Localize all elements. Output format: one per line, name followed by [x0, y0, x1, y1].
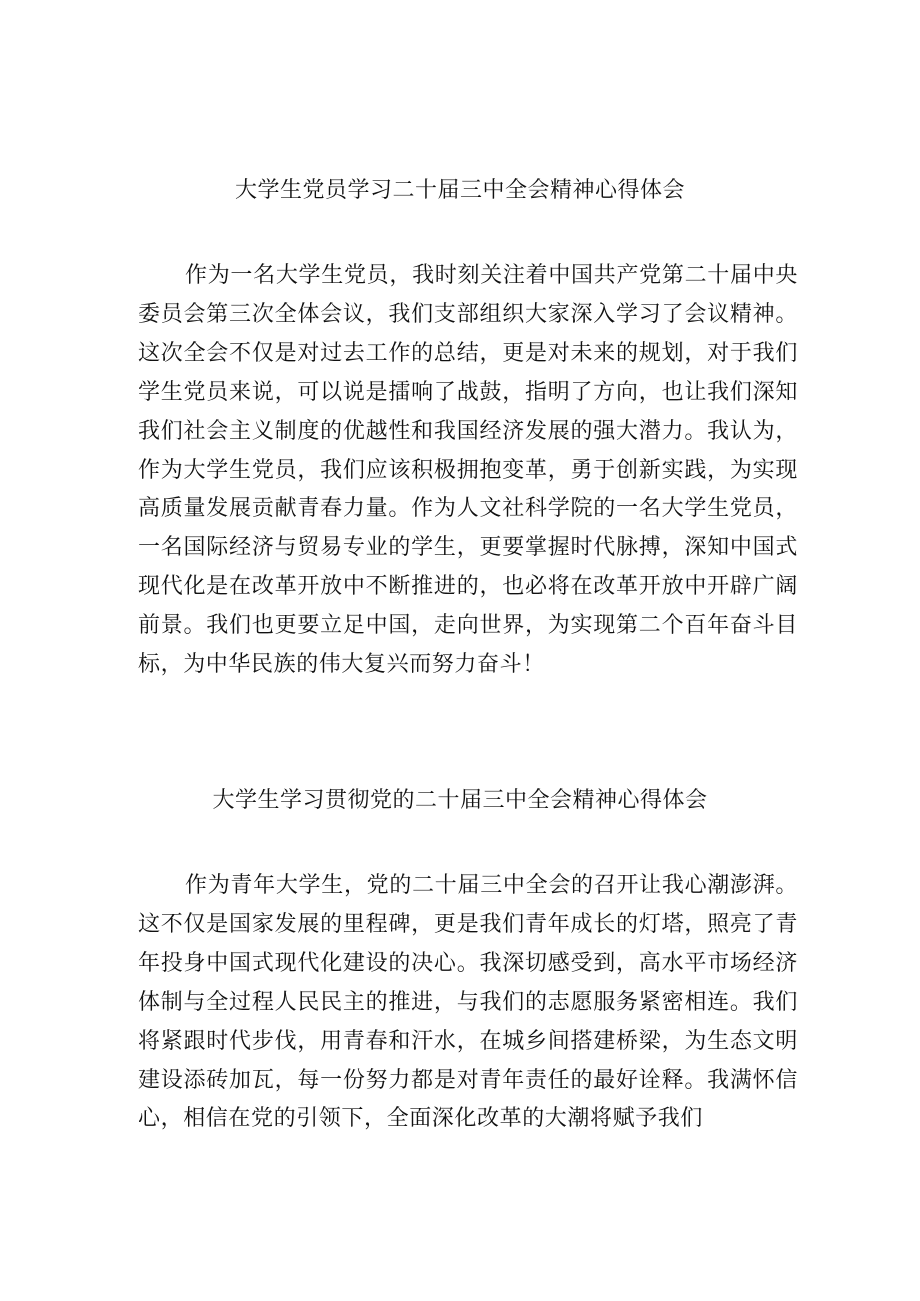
- section-paragraph: 作为青年大学生，党的二十届三中全会的召开让我心潮澎湃。这不仅是国家发展的里程碑，更是我们青年成长的灯塔，照亮了青年投身中国式现代化建设的决心。我深切感受到，高水平市场经济体制与全过程人民民主的推进，与我们的志愿服务紧密相连。我们将紧跟时代步伐，用青春和汗水，在城乡间搭建桥梁，为生态文明建设添砖加瓦，每一份努力都是对青年责任的最好诠释。我满怀信心，相信在党的引领下，全面深化改革的大潮将赋予我们: [138, 873, 798, 1132]
- section-paragraph: 作为一名大学生党员，我时刻关注着中国共产党第二十届中央委员会第三次全体会议，我们支部组织大家深入学习了会议精神。这次全会不仅是对过去工作的总结，更是对未来的规划，对于我们学生党员来说，可以说是擂响了战鼓，指明了方向，也让我们深知我们社会主义制度的优越性和我国经济发展的强大潜力。我认为，作为大学生党员，我们应该积极拥抱变革，勇于创新实践，为实现高质量发展贡献青春力量。作为人文社科学院的一名大学生党员，一名国际经济与贸易专业的学生，更要掌握时代脉搏，深知中国式现代化是在改革开放中不断推进的，也必将在改革开放中开辟广阔前景。我们也更要立足中国，走向世界，为实现第二个百年奋斗目标，为中华民族的伟大复兴而努力奋斗！: [138, 263, 798, 678]
- section-title: 大学生党员学习二十届三中全会精神心得体会: [234, 178, 685, 203]
- section-title: 大学生学习贯彻党的二十届三中全会精神心得体会: [212, 788, 708, 813]
